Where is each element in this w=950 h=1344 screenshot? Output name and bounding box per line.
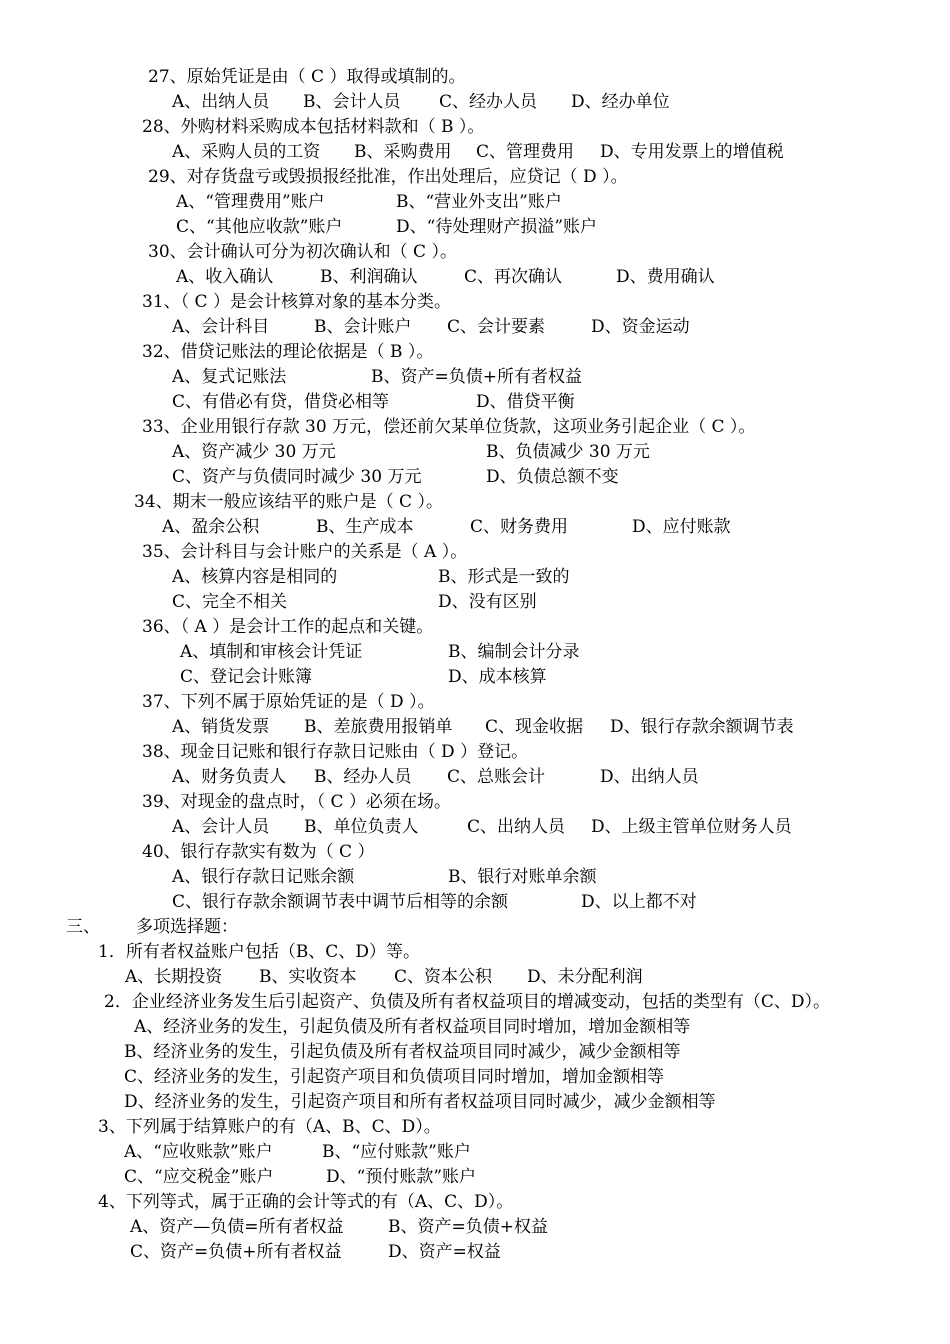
option-a: A、银行存款日记账余额: [172, 867, 355, 887]
option-b: B、“应付账款”账户: [322, 1142, 471, 1162]
option-b: B、资产=负债+权益: [388, 1217, 548, 1237]
multi-question-1: [0, 941, 420, 963]
question-stem: 36、（ A ）是会计工作的起点和关键。: [142, 617, 434, 637]
question-32: [0, 341, 434, 363]
options-row: [0, 1241, 501, 1263]
question-39: [0, 791, 451, 813]
question-stem: 1．所有者权益账户包括（B、C、D）等。: [98, 942, 420, 962]
option-b: B、单位负责人: [304, 817, 419, 837]
options-row: [0, 1216, 548, 1238]
option-d: D、资产=权益: [388, 1242, 501, 1262]
options-row: [0, 1066, 665, 1088]
option-a: A、收入确认: [176, 267, 274, 287]
question-38: [0, 741, 529, 763]
option-b: B、生产成本: [316, 517, 414, 537]
options-row: [0, 966, 643, 988]
option-b: B、会计账户: [314, 317, 412, 337]
options-row: [0, 141, 784, 163]
multi-question-2: [0, 991, 830, 1013]
question-stem: 40、银行存款实有数为（ C ）: [142, 842, 375, 862]
options-row: [0, 641, 580, 663]
question-33: [0, 416, 756, 438]
question-stem: 35、会计科目与会计账户的关系是（ A ）。: [142, 542, 468, 562]
option-a: A、采购人员的工资: [172, 142, 321, 162]
question-31: [0, 291, 451, 313]
option-a: A、资产减少 30 万元: [172, 442, 336, 462]
question-stem: 39、对现金的盘点时，（ C ）必须在场。: [142, 792, 451, 812]
option-b: B、实收资本: [259, 967, 357, 987]
option-b: B、差旅费用报销单: [304, 717, 453, 737]
option-b: B、经济业务的发生，引起负债及所有者权益项目同时减少，减少金额相等: [124, 1042, 681, 1062]
option-d: D、借贷平衡: [476, 392, 575, 412]
options-row: [0, 216, 598, 238]
option-a: A、经济业务的发生，引起负债及所有者权益项目同时增加，增加金额相等: [134, 1017, 691, 1037]
option-d: D、经办单位: [571, 92, 670, 112]
option-d: D、“预付账款”账户: [326, 1167, 477, 1187]
option-b: B、资产=负债+所有者权益: [371, 367, 582, 387]
options-row: [0, 316, 690, 338]
options-row: [0, 441, 650, 463]
question-stem: 37、下列不属于原始凭证的是（ D ）。: [142, 692, 435, 712]
option-c: C、经济业务的发生，引起资产项目和负债项目同时增加，增加金额相等: [124, 1067, 665, 1087]
question-stem: 3、下列属于结算账户的有（A、B、C、D）。: [98, 1117, 441, 1137]
question-stem: 34、期末一般应该结平的账户是（ C ）。: [134, 492, 443, 512]
question-27: [0, 66, 466, 88]
question-29: [0, 166, 628, 188]
option-a: A、“管理费用”账户: [176, 192, 325, 212]
options-row: [0, 91, 670, 113]
options-row: [0, 466, 619, 488]
options-row: [0, 716, 794, 738]
option-b: B、利润确认: [320, 267, 418, 287]
section-number: 三、: [66, 917, 100, 937]
question-stem: 28、外购材料采购成本包括材料款和（ B ）。: [142, 117, 485, 137]
options-row: [0, 566, 570, 588]
option-d: D、成本核算: [448, 667, 547, 687]
option-d: D、费用确认: [616, 267, 715, 287]
option-c: C、资产与负债同时减少 30 万元: [172, 467, 422, 487]
option-b: B、形式是一致的: [438, 567, 570, 587]
question-stem: 4、下列等式，属于正确的会计等式的有（A、C、D）。: [98, 1192, 514, 1212]
option-d: D、未分配利润: [527, 967, 643, 987]
option-c: C、总账会计: [447, 767, 546, 787]
question-36: [0, 616, 434, 638]
option-a: A、“应收账款”账户: [124, 1142, 273, 1162]
options-row: [0, 366, 582, 388]
option-d: D、出纳人员: [600, 767, 699, 787]
option-a: A、复式记账法: [172, 367, 287, 387]
option-b: B、负债减少 30 万元: [486, 442, 650, 462]
options-row: [0, 1016, 691, 1038]
option-c: C、现金收据: [485, 717, 584, 737]
options-row: [0, 891, 697, 913]
options-row: [0, 391, 575, 413]
question-stem: 31、（ C ）是会计核算对象的基本分类。: [142, 292, 451, 312]
option-b: B、银行对账单余额: [448, 867, 597, 887]
option-d: D、没有区别: [438, 592, 537, 612]
option-d: D、上级主管单位财务人员: [591, 817, 792, 837]
multi-question-3: [0, 1116, 441, 1138]
option-a: A、盈余公积: [162, 517, 260, 537]
option-a: A、会计人员: [172, 817, 270, 837]
option-c: C、登记会计账簿: [180, 667, 313, 687]
option-a: A、会计科目: [172, 317, 270, 337]
options-row: [0, 1091, 716, 1113]
option-b: B、会计人员: [303, 92, 401, 112]
question-37: [0, 691, 435, 713]
option-c: C、有借必有贷，借贷必相等: [172, 392, 390, 412]
question-stem: 38、现金日记账和银行存款日记账由（ D ）登记。: [142, 742, 529, 762]
options-row: [0, 516, 731, 538]
question-stem: 33、企业用银行存款 30 万元，偿还前欠某单位货款，这项业务引起企业（ C ）。: [142, 417, 756, 437]
options-row: [0, 766, 699, 788]
option-c: C、再次确认: [464, 267, 563, 287]
question-stem: 32、借贷记账法的理论依据是（ B ）。: [142, 342, 434, 362]
option-c: C、“其他应收款”账户: [176, 217, 343, 237]
options-row: [0, 266, 715, 288]
options-row: [0, 1141, 471, 1163]
option-b: B、“营业外支出”账户: [396, 192, 562, 212]
question-stem: 29、对存货盘亏或毁损报经批准，作出处理后，应贷记（ D ）。: [148, 167, 628, 187]
options-row: [0, 591, 537, 613]
question-34: [0, 491, 443, 513]
option-b: B、经办人员: [314, 767, 412, 787]
option-d: D、资金运动: [591, 317, 690, 337]
option-d: D、“待处理财产损溢”账户: [396, 217, 598, 237]
option-c: C、管理费用: [476, 142, 575, 162]
option-a: A、资产—负债=所有者权益: [130, 1217, 344, 1237]
option-a: A、填制和审核会计凭证: [180, 642, 363, 662]
option-c: C、银行存款余额调节表中调节后相等的余额: [172, 892, 509, 912]
options-row: [0, 1041, 681, 1063]
option-c: C、财务费用: [470, 517, 569, 537]
question-stem: 27、原始凭证是由（ C ）取得或填制的。: [148, 67, 466, 87]
options-row: [0, 816, 792, 838]
multi-question-4: [0, 1191, 514, 1213]
option-d: D、经济业务的发生，引起资产项目和所有者权益项目同时减少，减少金额相等: [124, 1092, 716, 1112]
section-heading: [0, 916, 238, 938]
option-d: D、以上都不对: [581, 892, 697, 912]
option-a: A、销货发票: [172, 717, 270, 737]
question-30: [0, 241, 457, 263]
options-row: [0, 866, 597, 888]
option-d: D、负债总额不变: [486, 467, 619, 487]
question-35: [0, 541, 468, 563]
option-c: C、资本公积: [394, 967, 493, 987]
option-c: C、资产=负债+所有者权益: [130, 1242, 342, 1262]
option-c: C、“应交税金”账户: [124, 1167, 274, 1187]
option-c: C、经办人员: [439, 92, 538, 112]
section-title: 多项选择题：: [136, 917, 238, 937]
option-d: D、专用发票上的增值税: [600, 142, 784, 162]
option-b: B、采购费用: [354, 142, 452, 162]
option-c: C、出纳人员: [467, 817, 566, 837]
option-a: A、财务负责人: [172, 767, 287, 787]
option-d: D、银行存款余额调节表: [610, 717, 794, 737]
option-b: B、编制会计分录: [448, 642, 580, 662]
option-a: A、出纳人员: [172, 92, 270, 112]
question-stem: 30、会计确认可分为初次确认和（ C ）。: [148, 242, 457, 262]
option-d: D、应付账款: [632, 517, 731, 537]
question-40: [0, 841, 375, 863]
option-a: A、长期投资: [125, 967, 223, 987]
question-28: [0, 116, 485, 138]
option-a: A、核算内容是相同的: [172, 567, 338, 587]
option-c: C、会计要素: [447, 317, 546, 337]
options-row: [0, 666, 547, 688]
options-row: [0, 1166, 477, 1188]
option-c: C、完全不相关: [172, 592, 288, 612]
question-stem: 2．企业经济业务发生后引起资产、负债及所有者权益项目的增减变动，包括的类型有（C、D）。: [104, 992, 830, 1012]
options-row: [0, 191, 562, 213]
